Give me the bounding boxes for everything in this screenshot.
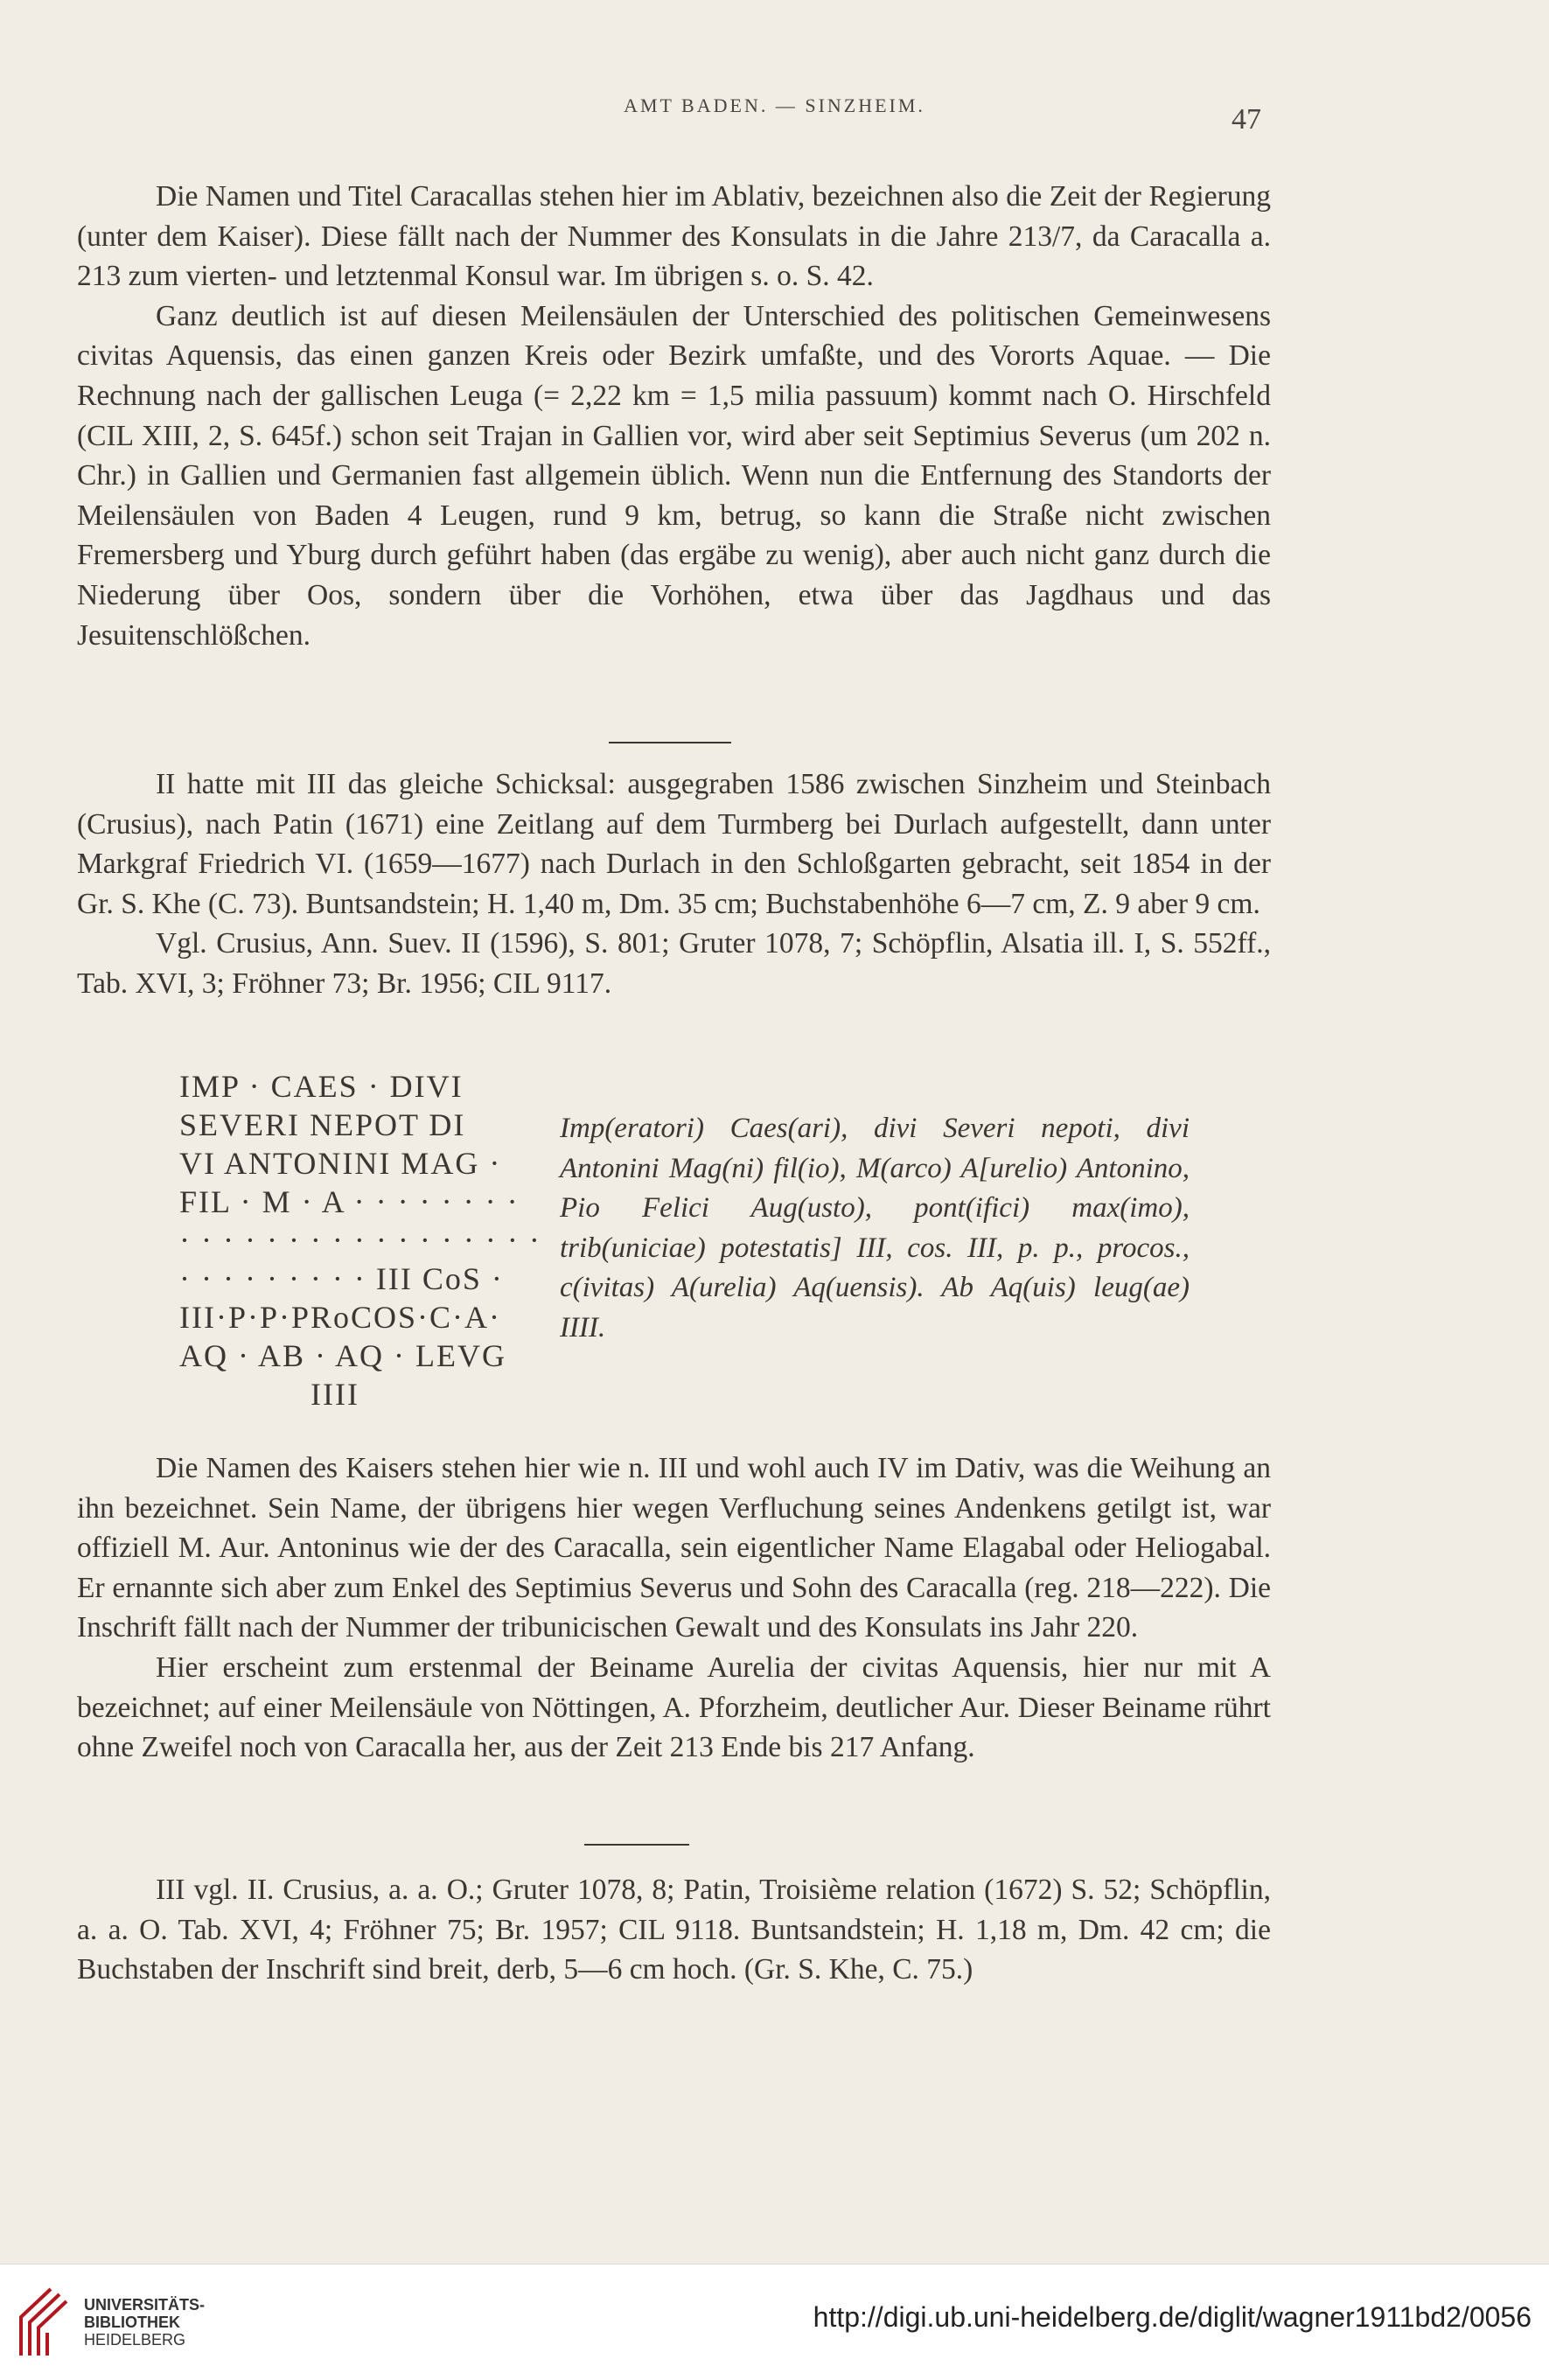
running-head: AMT BADEN. — SINZHEIM.: [624, 94, 925, 116]
inscription-line: SEVERI NEPOT DI: [179, 1107, 466, 1142]
text-block-stone-iii: [77, 1870, 1271, 1990]
latin-inscription: [179, 1067, 541, 1413]
section-divider: [584, 1844, 689, 1846]
inscription-line: VI ANTONINI MAG ·: [179, 1146, 502, 1181]
text-block-middle: [77, 764, 1271, 1004]
inscription-line: IIII: [310, 1377, 359, 1412]
paragraph-civitas-aquensis: Ganz deutlich ist auf diesen Meilensäulen der Unterschied des politischen Gemeinwesens civitas Aquensis, das einen ganzen Kreis oder Bezirk umfaßte, und des Vororts Aquae. — Die Rechnung nach der gallischen Leuga (= 2,22 km = 1,5 milia passuum) kommt nach O. Hirschfeld (CIL XIII, 2, S. 645f.) schon seit Trajan in Gallien vor, wird aber seit Septimius Severus (um 202 n. Chr.) in Gallien und Germanien fast allgemein üblich. Wenn nun die Entfernung des Standorts der Meilensäulen von Baden 4 Leugen, rund 9 km, betrug, so kann die Straße nicht zwischen Fremersberg und Yburg durch geführt haben (das ergäbe zu wenig), aber auch nicht ganz durch die Niederung über Oos, sondern über die Vorhöhen, etwa über das Jagdhaus und das Jesuitenschlößchen.: [77, 299, 1271, 652]
inscription-line: · · · · · · · · · III CoS ·: [179, 1261, 504, 1296]
paragraph-stone-ii-history: II hatte mit III das gleiche Schicksal: ausgegraben 1586 zwischen Sinzheim und Steinbach (Crusius), nach Patin (1671) eine Zeitlang auf dem Turmberg bei Durlach aufgestellt, dann unter Markgraf Friedrich VI. (1659—1677) nach Durlach in den Schloßgarten gebracht, seit 1854 in der Gr. S. Khe (C. 73). Buntsandstein; H. 1,40 m, Dm. 35 cm; Buchstabenhöhe 6—7 cm, Z. 9 aber 9 cm.: [77, 768, 1271, 920]
page-number: 47: [1232, 103, 1261, 136]
text-block-top: [77, 177, 1271, 655]
paragraph-aurelia-epithet: Hier erscheint zum erstenmal der Beiname Aurelia der civitas Aquensis, hier nur mit A bezeichnet; auf einer Meilensäule von Nöttingen, A. Pforzheim, deutlicher Aur. Dieser Beiname rührt ohne Zweifel noch von Caracalla her, aus der Zeit 213 Ende bis 217 Anfang.: [77, 1651, 1271, 1764]
text-block-bottom: [77, 1448, 1271, 1768]
digitization-footer: [0, 2264, 1549, 2380]
paragraph-caracalla-titles: Die Namen und Titel Caracallas stehen hier im Ablativ, bezeichnen also die Zeit der Regierung (unter dem Kaiser). Diese fällt nach der Nummer des Konsulats in die Jahre 213/7, da Caracalla a. 213 zum vierten- und letztenmal Konsul war. Im übrigen s. o. S. 42.: [77, 180, 1271, 293]
inscription-line: III·P·P·PRoCOS·C·A·: [179, 1300, 502, 1335]
paragraph-emperor-name: Die Namen des Kaisers stehen hier wie n. III und wohl auch IV im Dativ, was die Weihung an ihn bezeichnet. Sein Name, der übrigens hier wegen Verfluchung seines Andenkens getilgt ist, war offiziell M. Aur. Antoninus wie der des Caracalla, sein eigentlicher Name Elagabal oder Heliogabal. Er ernannte sich aber zum Enkel des Septimius Severus und Sohn des Caracalla (reg. 218—222). Die Inschrift fällt nach der Nummer der tribunicischen Gewalt und des Konsulats ins Jahr 220.: [77, 1452, 1271, 1644]
inscription-line: · · · · · · · · · · · · · · · · ·: [179, 1223, 541, 1258]
source-url-link[interactable]: http://digi.ub.uni-heidelberg.de/diglit/wagner1911bd2/0056: [813, 2301, 1532, 2333]
inscription-transcription: Imp(eratori) Caes(ari), divi Severi nepoti, divi Antonini Mag(ni) fil(io), M(arco) A[urelio) Antonino, Pio Felici Aug(usto), pont(ifici) max(imo), trib(uniciae) potestatis] III, cos. III, p. p., procos., c(ivitas) A(urelia) Aq(uensis). Ab Aq(uis) leug(ae) IIII.: [560, 1113, 1190, 1344]
library-logo-icon: [16, 2282, 72, 2361]
inscription-line: AQ · AB · AQ · LEVG: [179, 1338, 506, 1373]
library-name: UNIVERSITÄTS- BIBLIOTHEK HEIDELBERG: [84, 2296, 206, 2349]
paragraph-stone-iii-references: III vgl. II. Crusius, a. a. O.; Gruter 1078, 8; Patin, Troisième relation (1672) S. 52; Schöpflin, a. a. O. Tab. XVI, 4; Fröhner 75; Br. 1957; CIL 9118. Buntsandstein; H. 1,18 m, Dm. 42 cm; die Buchstaben der Inschrift sind breit, derb, 5—6 cm hoch. (Gr. S. Khe, C. 75.): [77, 1874, 1271, 1986]
inscription-line: FIL · M · A · · · · · · · ·: [179, 1184, 520, 1219]
paragraph-stone-ii-references: Vgl. Crusius, Ann. Suev. II (1596), S. 801; Gruter 1078, 7; Schöpflin, Alsatia ill. I, S. 552ff., Tab. XVI, 3; Fröhner 73; Br. 1956; CIL 9117.: [77, 927, 1271, 1000]
inscription-line: IMP · CAES · DIVI: [179, 1069, 464, 1104]
section-divider: [609, 742, 731, 743]
